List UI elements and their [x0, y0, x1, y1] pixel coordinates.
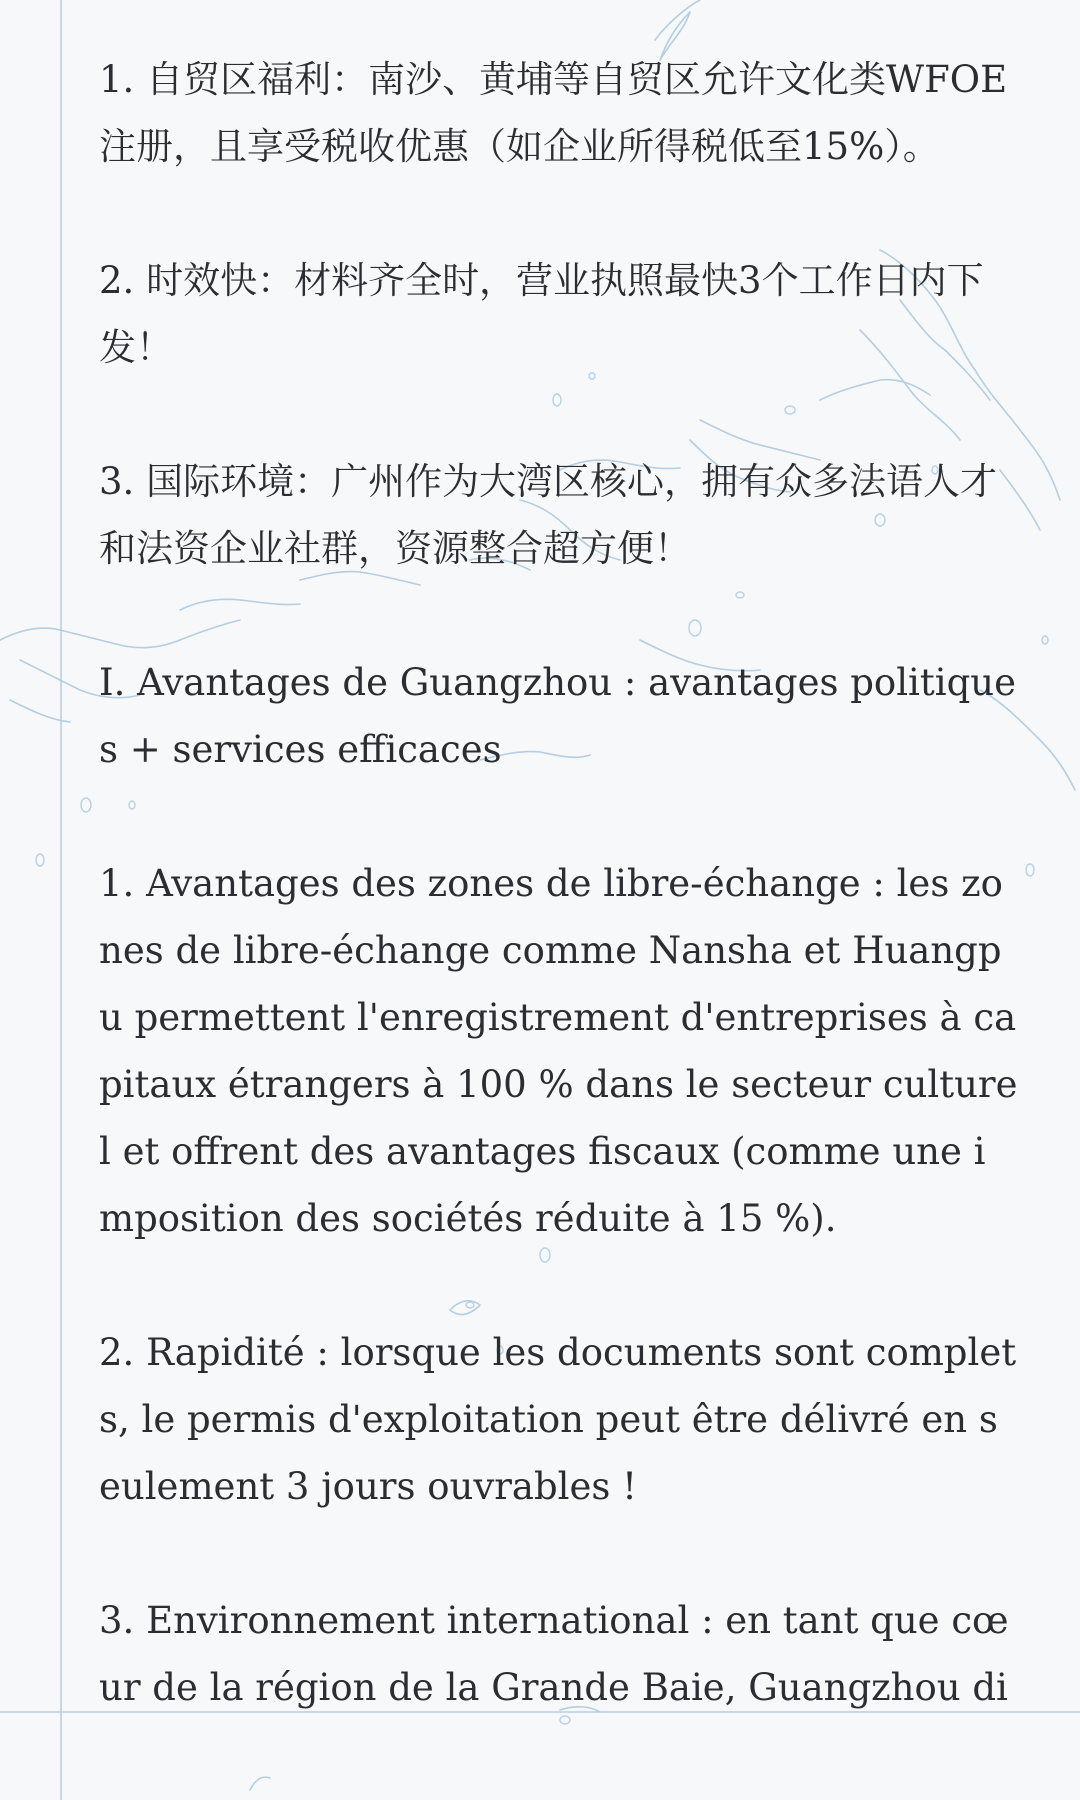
paragraph-international-environment-fr: 3. Environnement international : en tant que cœur de la région de la Grande Baie, Guangzhou di [99, 1599, 1009, 1709]
paragraph-fast-processing-zh: 2. 时效快：材料齐全时，营业执照最快3个工作日内下发！ [99, 259, 984, 369]
paragraph-fast-processing-fr: 2. Rapidité : lorsque les documents sont complets, le permis d'exploitation peut être délivré en seulement 3 jours ouvrables ! [99, 1331, 1017, 1508]
section-heading-fr: I. Avantages de Guangzhou : avantages politiques + services efficaces [99, 661, 1016, 771]
paragraph-international-environment-zh: 3. 国际环境：广州作为大湾区核心，拥有众多法语人才和法资企业社群，资源整合超方便！ [99, 460, 998, 570]
document-body [99, 46, 1019, 1721]
paragraph-free-trade-zone-fr: 1. Avantages des zones de libre-échange : les zones de libre-échange comme Nansha et Huangpu permettent l'enregistrement d'entreprises à capitaux étrangers à 100 % dans le secteur culturel et offrent des avantages fiscaux (comme une imposition des sociétés réduite à 15 %). [99, 862, 1018, 1240]
paragraph-free-trade-zone-zh: 1. 自贸区福利：南沙、黄埔等自贸区允许文化类WFOE注册，且享受税收优惠（如企业所得税低至15%）。 [99, 58, 1008, 168]
